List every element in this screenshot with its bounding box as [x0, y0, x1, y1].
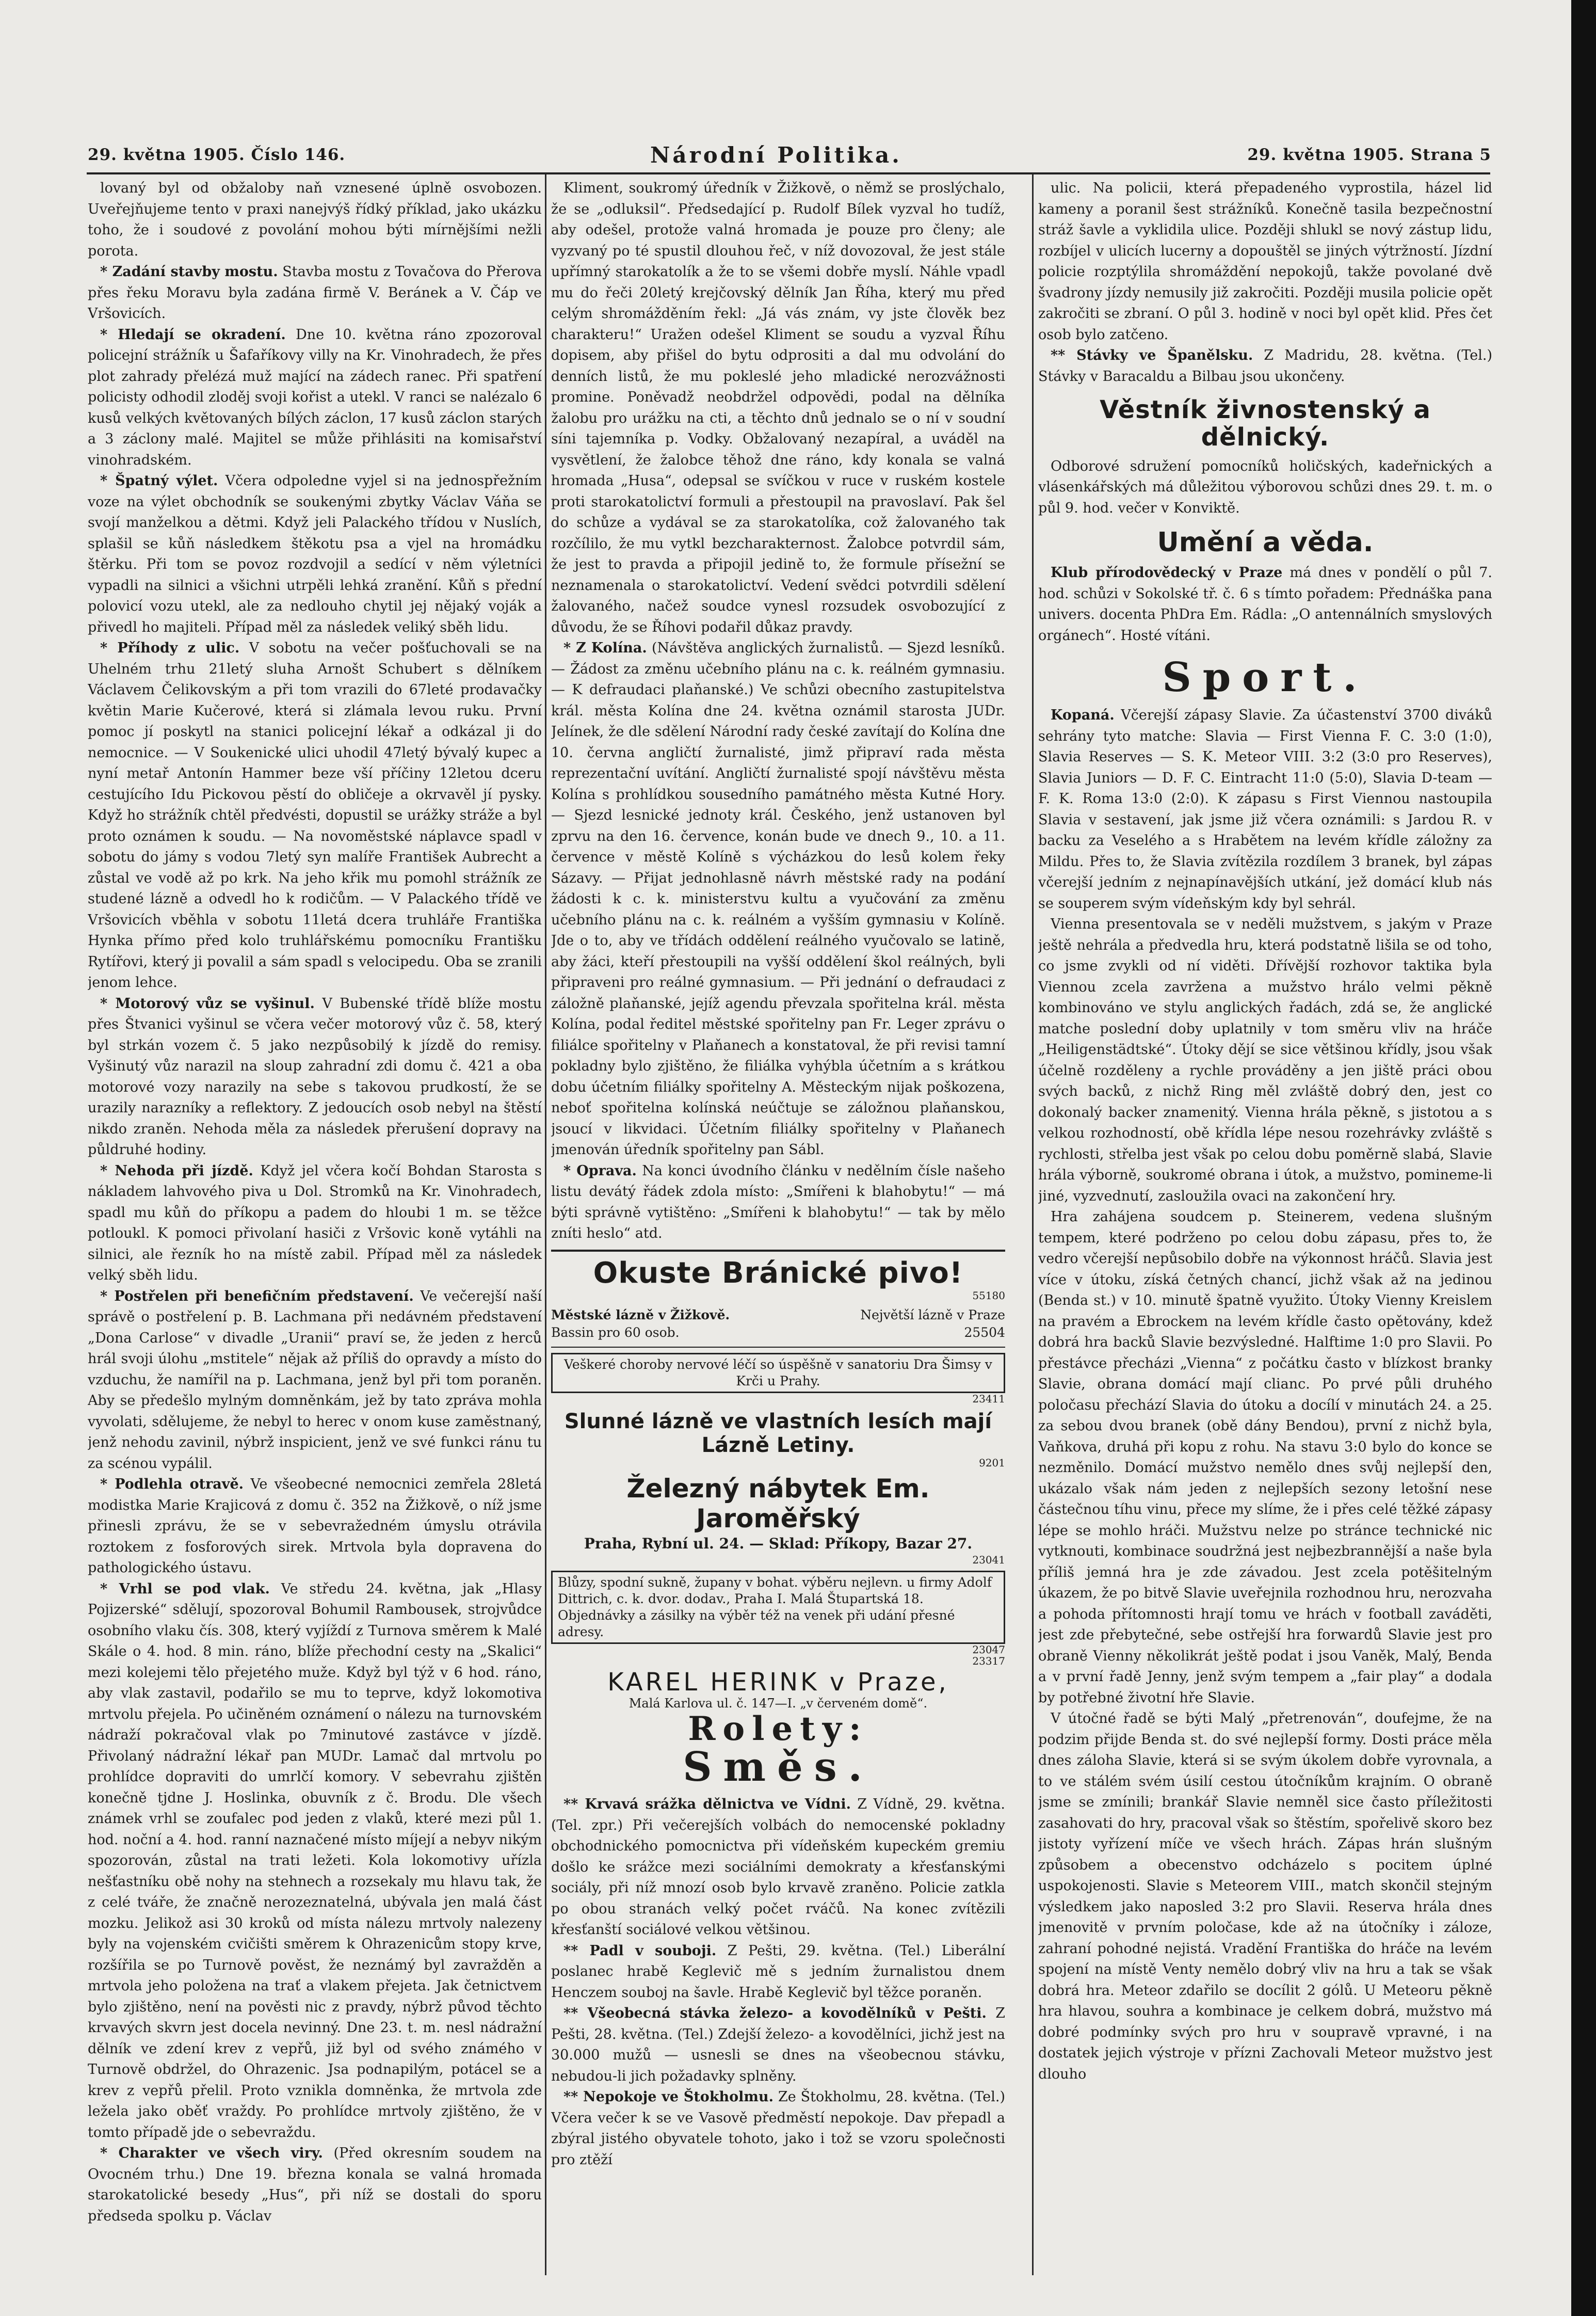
page-header [88, 142, 1491, 168]
article-paragraph [1038, 914, 1492, 1207]
article-text: V útočné řadě se býti Malý „přetrenován“, doufejme, že na podzim přijde Benda st. do své nejlepší formy. Dosti práce měla dnes záloha Slavie, která si se svým úkolem dobře vyrovnala, a to ve stálém svém úsilí cestou útočníkům krajním. O obraně jsme se zmínili; brankář Slavie nemněl sice často příležitosti zasahovati do hry, pracoval však so štěstím, spořelivě skoro bez jistoty vyřízení míče ve všech hrách. Zápas hrán slušným způsobem a obecenstvo odcházelo s pocitem úplné uspokojenosti. Slavie s Meteorem VIII., match skončil stejným výsledkem jako naposled 3:2 pro Slavii. Reserva hrála dnes jmenovitě v prvním poločase, kde až na útočníky i záloze, zahraní pohodné nejistá. Vradění Františka do hráče na levém spojení na místě Venty nemělo dobrý vliv na hru a tak se však dobrá hra. Meteor zdařilo se docílit 2 gólů. U Meteoru pěkně hra hlavou, souhra a kombinace je celkem dobrá, mužstvo má dobré podmínky svých pro hru v soupravě vpravné, i na dostatek jejich výstroje v přízni Zachovali Meteor mužstvo jest dlouho [1038, 1711, 1492, 2082]
article-text: Ve všeobecné nemocnici zemřela 28letá modistka Marie Krajicová z domu č. 352 na Žižkově, o níž jsme přinesli zprávu, že se v sebevražedném úmyslu otrávila roztokem z fosforových sirek. Mrtvola byla dopravena do pathologického ústavu. [88, 1476, 542, 1576]
article-paragraph [88, 262, 542, 325]
ad-rolety: Rolety: [688, 1710, 868, 1748]
article-text: Z Pešti, 29. května. (Tel.) Liberální poslanec hrabě Keglevič mě s jedním žurnalistou dnem Henczem souboj na šavle. Hrabě Keglevič byl těžce poraněn. [551, 1942, 1005, 2001]
section-title-sport: Sport. [1162, 654, 1368, 701]
article-headline: * Nehoda při jízdě. [100, 1162, 253, 1179]
header-date-issue: 29. května 1905. Číslo 146. [88, 146, 346, 164]
article-paragraph [88, 2143, 542, 2227]
article-headline: ** Nepokoje ve Štokholmu. [563, 2089, 774, 2105]
header-date-page: 29. května 1905. Strana 5 [1247, 146, 1491, 164]
ad-rule [551, 1347, 1005, 1348]
article-headline: Klub přírodovědecký v Praze [1051, 565, 1283, 581]
ad-branik [551, 1257, 1005, 1301]
article-headline: Kopaná. [1051, 707, 1115, 724]
article-text: Včera odpoledne vyjel si na jednospřežním voze na výlet obchodník se soukenými zbytky Václav Váňa se svojí manželkou a dětmi. Když jeli Palackého třídou v Nuslích, splašil se kůň následkem štěkotu psa a vjel na hromádku štěrku. Při tom se povoz rozdvojil a sedící v něm výletníci vypadli na silnici a všichni utrpěli lehká zranění. Kůň s přední polovicí vozu utekl, ale za nedlouho chytil jej nějaký voják a přivedl ho majiteli. Případ měl za následek veliký sběh lidu. [88, 473, 542, 635]
article-paragraph [88, 178, 542, 262]
column-1 [88, 178, 542, 2284]
ad-simsa-num: 23411 [972, 1392, 1005, 1405]
section-title-smes: Směs. [683, 1743, 874, 1791]
article-text: ulic. Na policii, která přepadeného vyprostila, házel lid kameny a poranil šest strážníků. Konečně tasila bezpečnostní stráž šavle a vyklidila ulice. Později shlukl se nový zástup lidu, rozbíjel v ulicích lucerny a dopouštěl se jiných výtržností. Jízdní policie rozptýlila shromáždění nepokojů, takže povolané dvě švadrony jízdy nemusily již zakročiti. Později musila policie opět zakročiti se zbraní. O půl 3. hodině v noci byl opět klid. Přes čet osob bylo zatčeno. [1038, 180, 1492, 343]
article-text: (Návštěva anglických žurnalistů. — Sjezd lesníků. — Žádost za změnu učebního plánu na c. k. reálném gymnasiu. — K defraudaci plaňanské.) Ve schůzi obecního zastupitelstva král. města Kolína dne 24. května oznámil starosta JUDr. Jelínek, že dle sdělení Národní rady české zavítají do Kolína dne 10. června angličtí žurnalisté, jimž připraví rada města reprezentační uvítání. Angličtí žurnalisté spojí návštěvu města Kolína s prohlídkou sousedního památného města Kutné Hory. — Sjezd lesnické jednoty král. Českého, jenž ustanoven byl zprvu na den 16. července, konán bude ve dnech 9., 10. a 11. července v městě Kolíně s výcházkou do lesů kolem řeky Sázavy. — Přijat jednohlasně návrh městské rady na podání žádosti k c. k. ministerstvu kultu a vyučování za změnu učebního plánu na c. k. reálném a vyšším gymnasiu v Kolíně. Jde o to, aby ve třídách oddělení reálného vyučovalo se latině, aby žáci, kteří přestoupili na vyšší oddělení škol reálných, byli připraveni pro reálné gymnasium. — Při jednání o defraudaci z záložně plaňanské, jejíž agendu převzala spořitelna král. města Kolína, podal ředitel městské spořitelny pan Fr. Leger zprávu o filiálce spořitelny v Plaňanech a konstatoval, že při revisi tamní pokladny bylo zjištěno, že filiálka vyhýbla účetním a s krátkou dobu účetním filiálky spořitelny A. Městeckým nijak poškozena, neboť spořitelna kolínská neúčtuje se záložnou plaňanskou, jsoucí v likvidaci. Účetním filiálky spořitelny v Plaňanech jmenován úředník spořitelny pan Sábl. [551, 640, 1005, 1158]
article-paragraph [551, 1794, 1005, 1941]
article-headline: * Motorový vůz se vyšinul. [100, 995, 315, 1012]
article-headline: ** Stávky ve Španělsku. [1051, 347, 1253, 363]
ad-dittrich-num2: 23317 [972, 1655, 1005, 1667]
ad-dittrich [551, 1571, 1005, 1667]
ad-simsa-box: Veškeré choroby nervové léčí so úspěšně v sanatoriu Dra Šimsy v Krči u Prahy. [551, 1353, 1005, 1393]
ad-branik-num: 55180 [972, 1289, 1005, 1302]
article-headline: ** Všeobecná stávka železo- a kovodělníků v Pešti. [563, 2005, 987, 2022]
article-text: Ze Štokholmu, 28. května. (Tel.) Včera večer k se ve Vasově předměstí nepokoje. Dav přepadl a zbýral jistého obyvatele tohoto, jako i tož se vzoru společnosti pro ztěží [551, 2089, 1005, 2168]
scan-edge [1571, 0, 1596, 2316]
article-paragraph [551, 1941, 1005, 2004]
ad-letiny-text: Slunné lázně ve vlastních lesích mají Lázně Letiny. [564, 1409, 992, 1457]
section-title-umeni: Umění a věda. [1157, 527, 1374, 558]
ad-branik-text: Okuste Bránické pivo! [593, 1256, 963, 1290]
ad-jaromersky-title: Železný nábytek Em. Jaroměřský [626, 1473, 930, 1534]
ad-letiny [551, 1410, 1005, 1468]
article-paragraph [88, 994, 542, 1161]
article-headline: * Oprava. [563, 1162, 637, 1179]
article-text: lovaný byl od obžaloby naň vznesené úplně osvobozen. Uveřejňujeme tento v praxi nanejvýš řídký příklad, jako ukázku toho, že i soudové z povolání mohou býti mírnějšími nežli porota. [88, 180, 542, 259]
article-text: Vienna presentovala se v neděli mužstvem, s jakým v Praze ještě nehrála a předvedla hru, která podstatně lišila se od toho, co jsme zvykli od ní viděti. Dřívější rozhovor taktika byla Viennou zcela zavržena a mužstvo hrálo velmi pěkně kombinováno ve stylu anglických řadách, zdá se, že anglické matche poslední doby uplatnily v tom směru vliv na hráče „Heiligenstädtské“. Útoky dějí se sice většinou křídly, jsou však účelně rozděleny a rychle prováděny a jen jiště práci obou svých backů, z nichž Ring měl zvláště dobrý den, jest co dokonalý backer znamenitý. Vienna hrála pěkně, s jistotou a s velkou rozhodností, obě křídla lépe nesou rozehrávky zvláště s rychlosti, střelba jest však po celou dobu poměrně slabá, Slavie hrála výborně, soukromé obrana i útok, a mužstvo, pomineme-li jiné, vyzvednutí, zasloužila ovaci na zakončení hry. [1038, 916, 1492, 1204]
ad-zizkov-sub: Bassin pro 60 osob. [551, 1324, 680, 1340]
header-rule [87, 172, 1490, 174]
article-text: Z Madridu, 28. května. (Tel.) Stávky v Baracaldu a Bilbau jsou ukončeny. [1038, 347, 1492, 385]
ad-rule [551, 1250, 1005, 1252]
ad-zizkov-name: Městské lázně v Žižkově. [551, 1307, 730, 1322]
article-headline: * Příhody z ulic. [100, 640, 240, 656]
ad-dittrich-num1: 23047 [972, 1643, 1005, 1656]
article-headline: ** Krvavá srážka dělnictva ve Vídni. [563, 1796, 851, 1813]
article-text: Když jel včera kočí Bohdan Starosta s nákladem lahvového piva u Dol. Stromků na Kr. Vinohradech, spadl mu kůň do příkopu a padem do hloubi 1 m. se těžce potloukl. K pomoci přivolaní hasiči z Vršovic koně vytáhli na silnici, ale řezník ho na místě zabil. Případ měl za následek velký sběh lidu. [88, 1162, 542, 1283]
article-text: Stavba mostu z Tovačova do Přerova přes řeku Moravu byla zadána firmě V. Beránek a V. Čáp ve Vršovicích. [88, 264, 542, 322]
article-paragraph [1038, 1708, 1492, 2085]
ad-herink [551, 1668, 1005, 1748]
ad-zizkov-claim: Největší lázně v Praze [860, 1307, 1005, 1322]
article-text: V Bubenské třídě blíže mostu přes Štvanici vyšinul se včera večer motorový vůz č. 58, který byl strkán vozem č. 5 jako nezpůsobilý k jízdě do remisy. Vyšinutý vůz narazil na sloup zahradní zdi domu č. 421 a oba motorové vozy narazily na sebe s takovou prudkostí, že se urazily narazníky a reflektory. Z jedoucích osob nebyl na štěstí nikdo zraněn. Nehoda měla za následek přerušení dopravy na půldruhé hodiny. [88, 995, 542, 1158]
article-paragraph [88, 638, 542, 994]
article-text: Kliment, soukromý úředník v Žižkově, o němž se proslýchalo, že se „odluksil“. Předsedající p. Rudolf Bílek vyzval ho tudíž, aby odešel, protože valná hromada je pouze pro členy; ale vyzvaný po té spustil dlouhou řeč, v níž dovozoval, že jest stále upřímný starokatolík a že to se všemi dobře myslí. Náhle vpadl mu do řeči 20letý krejčovský dělník Jan Říha, který mu před celým shromážděním řekl: „Já vás znám, vy jste člověk bez charakteru!“ Uražen odešel Kliment se soudu a vyzval Říhu dopisem, aby přišel do bytu odprositi a dal mu odvolání do denních listů, že mu pokleslé jeho mladické nerozvážnosti promine. Poněvadž neobdržel odpovědi, podal na dělníka žalobu pro urážku na cti, a těchto dnů jednalo se o ní v soudní síni tajemníka p. Vodky. Obžalovaný nezapíral, a uváděl na vysvětlení, že žalobce těhož dne ráno, kdy konala se valná hromada „Husa“, odepsal se svíčkou v ruce v ruském kostele proti starokatolictví formuli a přestoupil na pravoslaví. Pak šel do schůze a vydával se za starokatolíka, což žalovaného tak rozčílilo, že mu vytkl bezcharakternost. Žalobce potvrdil sám, že jest to pravda a připojil jedině to, že formule přísežní se neznamenala o starokatolictví. Vedení svědci potvrdili sdělení žalovaného, načež soudce vynesl rozsudek osvobozující z důvodu, že se Říhovi podařil důkaz pravdy. [551, 180, 1005, 635]
column-rule-2 [1032, 174, 1034, 2275]
article-paragraph [88, 1474, 542, 1579]
masthead-title: Národní Politika. [650, 142, 902, 168]
article-paragraph [1038, 563, 1492, 646]
article-paragraph [1038, 705, 1492, 914]
section-title-vestnik: Věstník živnostenský a dělnický. [1100, 395, 1431, 452]
article-text: Včerejší zápasy Slavie. Za účastenství 3700 diváků sehrány tyto matche: Slavia — First Vienna F. C. 3:0 (1:0), Slavia Reserves — S. K. Meteor VIII. 3:2 (3:0 pro Reserves), Slavia Juniors — D. F. C. Eintracht 11:0 (5:0), Slavia D-team — F. K. Roma 13:0 (2:0). K zápasu s First Viennou nastoupila Slavia v sestavení, jak jsme již včera oznámili: s Jardou R. v backu za Veselého a s Hrabětem na levém křídle záložny za Mildu. Přes to, že Slavia zvítězila rozdílem 3 branek, byl zápas včerejší jedním z nejnapínavějších utkání, jež domácí klub nás se souperem svým vídeňským kdy byl sehrál. [1038, 707, 1492, 912]
article-text: Z Pešti, 28. května. (Tel.) Zdejší železo- a kovodělníci, jichž jest na 30.000 mužů — usnesli se dnes na všeobecnou stávku, nebudou-li jich požadavky splněny. [551, 2005, 1005, 2084]
article-paragraph [551, 638, 1005, 1161]
article-text: Hra zahájena soudcem p. Steinerem, vedena slušným tempem, které podrženo po celou dobu zápasu, přes to, že vedro včerejší nepůsobilo dobře na výkonnost hráčů. Slavia jest více v útoku, získá četných chancí, jichž však až na jedinou (Benda st.) v 10. minutě špatně využito. Útoky Vienny Kreislem na pravém a Ebrockem na levém křídle často opětovány, kdež dobrá hra backů Slavie bezvýsledné. Halftime 1:0 pro Slavii. Po přestávce přecházi „Vienna“ z počátku často v blízkost branky Slavie, obrana domácí mají clianc. Po prvé půli druhého poločasu přechází Slavia do útoku a docílí v minutách 24. a 25. za sebou dvou branek (obě dány Bendou), první z nichž byla, Vaňkova, druhá při kopu z rohu. Na stavu 3:0 bylo do konce se nezměnilo. Domácí mužstvo nemělo dnes svůj nejlepší den, ukázalo však nám jeden z nejlepších sezony letošní nese částečnou tíhu vinu, přece my slíme, že i přes celé těžké zápasy lépe se mohlo hráči. Mužstvu nelze po stránce technické nic vytknouti, kombinace soudržná jest nejbezbrannější a naše byla příliš jemná hra je zde závadou. Jest zcela potěšitelným úkazem, že po bitvě Slavie uveřejnila rozhodnou hru, nerozvaha a pohoda přítomnosti hrají tomu ve hrách v football zaváděti, jest zde přebytečné, sebe ostřejší hra forwardů Slavie jest pro obraně Vienny několikrát ještě podat i jsou Vaněk, Malý, Benda a v první řadě Jenny, jenž svým tempem a „fair play“ a dodala by potřebné životní hře Slavie. [1038, 1209, 1492, 1706]
article-text: V sobotu na večer pošťuchovali se na Uhelném trhu 21letý sluha Arnošt Schubert s dělníkem Václavem Čelikovským a při tom vrazili do 67leté prodavačky květin Marie Kučerové, která si zlámala levou ruku. První pomoc jí poskytl na stanici policejní lékař a odkázal ji do nemocnice. — V Soukenické ulici uhodil 47letý bývalý kupec a nyní metař Antonín Hammer beze vší příčiny 12letou dceru cestujícího Idu Pickovou pěstí do obličeje a okrvavěl jí pysky. Když ho strážník chtěl předvésti, dopustil se urážky stráže a byl proto oznámen k soudu. — Na novoměstské náplavce spadl v sobotu do jámy s vodou 7letý syn malíře František Aubrecht a zůstal ve vodě až po krk. Na jeho křik mu pomohl strážník ze studené lázně a odvedl ho k rodičům. — V Palackého třídě ve Vršovicích vběhla v sobotu 11letá dcera truhláře Františka Hynka přímo před kolo truhlářskému pomocníku Františku Rytířovi, který ji povalil a sám spadl s velocipedu. Oba se zranili jenom lehce. [88, 640, 542, 991]
article-paragraph [1038, 1207, 1492, 1708]
ad-herink-title: KAREL HERINK v Praze, [607, 1668, 949, 1697]
ad-zizkov-baths [551, 1306, 1005, 1341]
article-paragraph [1038, 178, 1492, 345]
article-headline: * Zadání stavby mostu. [100, 264, 278, 280]
article-paragraph [1038, 345, 1492, 387]
ad-herink-sub: Malá Karlova ul. č. 147—I. „v červeném domě“. [628, 1696, 928, 1711]
ad-jaromersky [551, 1474, 1005, 1566]
article-paragraph [551, 1161, 1005, 1244]
ad-zizkov-num: 25504 [964, 1324, 1005, 1340]
ad-simsa [551, 1353, 1005, 1404]
article-paragraph [1038, 456, 1492, 519]
article-headline: * Vrhl se pod vlak. [100, 1580, 270, 1597]
article-headline: * Charakter ve všech viry. [100, 2145, 323, 2161]
article-headline: ** Padl v souboji. [563, 1942, 717, 1959]
article-text: Ve středu 24. května, jak „Hlasy Pojizerské“ sdělují, spozoroval Bohumil Rambousek, strojvůdce osobního vlaku čís. 308, který vyjíždí z Turnova směrem k Malé Skále o 4. hod. 8 min. ráno, blíže přechodní cesty na „Skalici“ mezi kolejemi tělo přejetého muže. Když byl týž v 6 hod. ráno, aby vlak zastavil, podařilo se mu to teprve, když lokomotiva mrtvolu přejela. Po učiněném oznámení o nálezu na turnovském nádraží pokračoval vlak po 7minutové zastávce v jízdě. Přivolaný nádražní lékař pan MUDr. Lamač dal mrtvolu po prohlídce dopraviti do umrlčí komory. V sebevrahu zjištěn konečně tjdne J. Hoslinka, obuvník z č. Brodu. Dle všech známek vrhl se zoufalec pod jeden z vlaků, které mezi půl 1. hod. noční a 4. hod. ranní naznačené místo míjejí a nebyv nikým spozorován, zůstal na trati ležeti. Kola lokomotivy uřízla nešťastníku obě nohy na stehnech a rozsekaly mu hlavu tak, že z celé tváře, že značně nerozeznatelná, ubývala jen malá část mozku. Jelikož asi 30 kroků od místa nálezu mrtvoly nalezeny byly na vojenském cvičišti směrem k Ohrazenicům stopy krve, rozšířila se po Turnově pověst, že neznámý byl zavražděn a mrtvola jeho položena na trať a vlakem přejeta. Jak četnictvem bylo zjištěno, není na pověsti nic z pravdy, nýbrž původ těchto krvavých skvrn jest docela nevinný. Dne 23. t. m. nesl nádražní dělník ve zdení krev z vepřů, již byl od svého známého v Turnově obdržel, do Ohrazenic. Jsa podnapilým, potácel se a krev z vepřů přelil. Proto vznikla domněnka, že mrtvola zde ležela jako oběť vraždy. Po prohlídce mrtvoly zjištěno, že v tomto případě jde o sebevraždu. [88, 1580, 542, 2141]
article-headline: * Podlehla otravě. [100, 1476, 244, 1492]
article-headline: * Z Kolína. [563, 640, 647, 656]
ad-jaromersky-num: 23041 [972, 1554, 1005, 1566]
article-text: Dne 10. května ráno zpozoroval policejní strážník u Šafaříkovy villy na Kr. Vinohradech, že přes plot zahrady přelézá muž mající na zádech ranec. Při spatření policisty odhodil zloděj svoji kořist a utekl. V ranci se nalézalo 6 kusů velkých květovaných bílých záclon, 17 kusů záclon starých a 3 záclony malé. Majitel se může přihlásiti na komisařství vinohradském. [88, 326, 542, 468]
article-paragraph [88, 325, 542, 471]
article-paragraph [551, 2003, 1005, 2087]
article-text: Na konci úvodního článku v nedělním čísle našeho listu devátý řádek zdola místo: „Smířeni k blahobytu!“ — má býti správně vytištěno: „Smířeni k blahobytu!“ — tak by mělo zníti heslo“ atd. [551, 1162, 1005, 1241]
article-text: Z Vídně, 29. května. (Tel. zpr.) Při večerejších volbách do nemocenské pokladny obchodnického pomocnictva při vídeňském kupeckém gremiu došlo ke srážce mezi sociálními demokraty a křesťanskými sociály, při níž mnozí osob bylo krvavě zraněno. Policie zatkla po obou stranách velký počet rváčů. Na konec zvítězili křesťanští sociálové velkou většinou. [551, 1796, 1005, 1938]
column-rule-1 [545, 174, 546, 2275]
article-headline: * Hledají se okradení. [100, 326, 286, 343]
column-3 [1038, 178, 1492, 2284]
ad-jaromersky-sub: Praha, Rybní ul. 24. — Sklad: Příkopy, Bazar 27. [584, 1535, 973, 1552]
article-paragraph [551, 178, 1005, 638]
article-paragraph [88, 471, 542, 638]
article-text: má dnes v pondělí o půl 7. hod. schůzi v Sokolské tř. č. 6 s tímto pořadem: Přednáška pana univers. docenta PhDra Em. Rádla: „O antennálních smyslových orgánech“. Hosté vítáni. [1038, 565, 1492, 644]
ad-dittrich-box: Blůzy, spodní sukně, župany v bohat. výběru nejlevn. u firmy Adolf Dittrich, c. k. dvor. dodav., Praha I. Malá Štupartská 18. Objednávky a zásilky na výběr též na venek při udání přesné adresy. [551, 1571, 1005, 1644]
column-2 [551, 178, 1005, 2284]
article-paragraph [88, 1286, 542, 1475]
article-headline: * Postřelen při benefičním představení. [100, 1288, 414, 1304]
article-paragraph [551, 2087, 1005, 2170]
article-paragraph [88, 1161, 542, 1286]
article-text: Odborové sdružení pomocníků holičských, kadeřnických a vlásenkářských má důležitou výborovou schůzi dnes 29. t. m. o půl 9. hod. večer v Konviktě. [1038, 458, 1492, 516]
article-headline: * Špatný výlet. [100, 473, 218, 489]
article-paragraph [88, 1579, 542, 2144]
ad-letiny-num: 9201 [979, 1456, 1005, 1469]
article-text: Ve večerejší naší správě o postřelení p. B. Lachmana při nedávném představení „Dona Carlose“ v divadle „Uranii“ praví se, že jeden z herců hrál svoji úlohu „mstitele“ nějak až příliš do opravdy a místo do vzduchu, že namířil na p. Lachmana, jenž byl při tom poraněn. Aby se předešlo mylným domněnkám, jež by tato zpráva mohla vyvolati, sdělujeme, že nebyl to herec v onom kuse zaměstnaný, jenž nehodu zavinil, nýbrž inspicient, jenž ve své funkci ránu tu za scénou vypálil. [88, 1288, 542, 1472]
article-text: (Před okresním soudem na Ovocném trhu.) Dne 19. března konala se valná hromada starokatolické besedy „Hus“, při níž se dostali do sporu předseda spolku p. Václav [88, 2145, 542, 2224]
